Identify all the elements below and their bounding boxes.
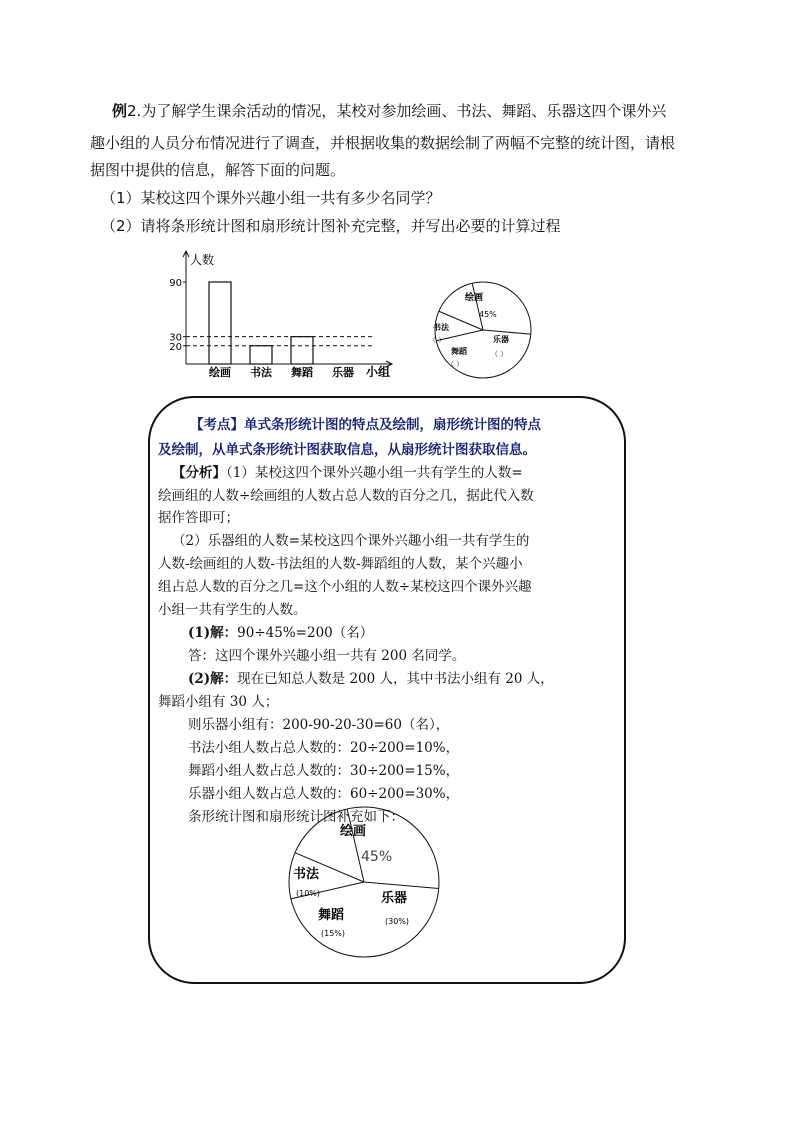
problem-line-3: 据图中提供的信息，解答下面的问题。 (90, 161, 346, 179)
solution-2-line-2: 舞蹈小组有 30 人； (158, 694, 279, 710)
fenxi-line-4: （2）乐器组的人数=某校这四个课外兴趣小组一共有学生的 (172, 533, 530, 549)
kaodian-line-1: 【考点】单式条形统计图的特点及绘制，扇形统计图的特点 (190, 417, 541, 433)
problem-line-1: 例2.为了解学生课余活动的情况，某校对参加绘画、书法、舞蹈、乐器这四个课外兴 (112, 102, 667, 120)
bar-category-label: 书法 (250, 366, 272, 379)
pie-small-label-dance: 舞蹈 (451, 347, 467, 356)
bar-chart-axes (183, 251, 392, 367)
kaodian-line-2: 及绘制，从单式条形统计图获取信息，从扇形统计图获取信息。 (158, 442, 536, 458)
fenxi-line-5: 人数-绘画组的人数-书法组的人数-舞蹈组的人数，某个兴趣小 (158, 556, 523, 572)
pie-large-label-dance: 舞蹈 (318, 908, 345, 923)
bar-2 (291, 337, 313, 364)
bar-y-tick-label: 20 (169, 341, 182, 353)
bar-y-tick-label: 90 (169, 278, 182, 289)
bar-chart-xlabel: 小组 (366, 365, 391, 379)
pie-small-value-music: （ ） (491, 350, 508, 358)
bar-category-label: 舞蹈 (291, 366, 313, 379)
fenxi-line-7: 小组一共有学生的人数。 (158, 602, 307, 618)
pie-small-value-painting: 45% (479, 310, 497, 319)
bar-1 (250, 346, 272, 364)
fenxi-line-3: 据作答即可； (158, 510, 239, 526)
bar-category-label: 绘画 (209, 366, 231, 379)
pie-small-label-calligraphy: 书法 (433, 323, 449, 332)
pie-large-value-painting: 45% (361, 849, 393, 865)
bar-chart (160, 250, 400, 380)
pie-slice-boundary-0 (364, 882, 439, 889)
solution-2-line-1: (2)解：现在已知总人数是 200 人，其中书法小组有 20 人， (188, 671, 554, 687)
question-2: （2）请将条形统计图和扇形统计图补充完整，并写出必要的计算过程 (101, 217, 561, 235)
fenxi-tag: 【分析】 (172, 465, 226, 481)
solution-2-line-7: 条形统计图和扇形统计图补充如下： (188, 809, 404, 825)
solution-2-line-5: 舞蹈小组人数占总人数的：30÷200=15%， (188, 763, 460, 779)
solution-2-line-4: 书法小组人数占总人数的：20÷200=10%， (188, 740, 460, 756)
pie-large-value-dance: (15%) (321, 929, 346, 938)
pie-large-value-calligraphy: (10%) (296, 889, 321, 898)
fenxi-line-6: 组占总人数的百分之几=这个小组的人数÷某校这四个课外兴趣 (158, 579, 532, 595)
bar-chart-ylabel: 人数 (190, 253, 215, 267)
pie-slice-boundary-3 (472, 283, 483, 330)
pie-small-value-dance: （ ） (447, 360, 464, 368)
pie-large-value-music: (30%) (385, 917, 410, 926)
pie-small-label-painting: 绘画 (465, 293, 484, 303)
pie-chart-incomplete (423, 280, 543, 380)
solution-2-line-6: 乐器小组人数占总人数的：60÷200=30%， (188, 786, 460, 802)
question-1: （1）某校这四个课外兴趣小组一共有多少名同学？ (101, 189, 441, 207)
bar-category-label: 乐器 (332, 366, 354, 379)
solution-1-tag: (1)解： (188, 625, 238, 641)
solution-2-tag: (2)解： (188, 671, 238, 687)
fenxi-line-2: 绘画组的人数÷绘画组的人数占总人数的百分之几，据此代入数 (158, 488, 534, 504)
pie-slice-boundary-3 (347, 809, 364, 882)
bar-y-tick-label: 30 (169, 332, 182, 344)
solution-1-answer: 答：这四个课外兴趣小组一共有 200 名同学。 (188, 648, 466, 664)
pie-chart-complete (288, 806, 440, 958)
bar-0 (209, 282, 231, 364)
pie-large-label-painting: 绘画 (340, 824, 367, 839)
solution-1: (1)解：90÷45%=200（名） (188, 625, 374, 641)
problem-line-2: 趣小组的人员分布情况进行了调查，并根据收集的数据绘制了两幅不完整的统计图，请根 (90, 134, 676, 152)
kaodian-tag: 【考点】 (190, 417, 244, 433)
problem-label: 例 (112, 102, 128, 120)
solution-2-line-3: 则乐器小组有：200-90-20-30=60（名）， (188, 717, 450, 733)
fenxi-line-1: 【分析】（1）某校这四个课外兴趣小组一共有学生的人数= (172, 465, 523, 481)
pie-slice-boundary-0 (483, 330, 531, 334)
pie-small-label-music: 乐器 (493, 335, 509, 344)
pie-large-label-music: 乐器 (381, 891, 408, 906)
problem-number: 2. (127, 102, 142, 120)
pie-large-label-calligraphy: 书法 (293, 867, 320, 882)
pie-small-value-calligraphy: （ ） (429, 336, 446, 344)
